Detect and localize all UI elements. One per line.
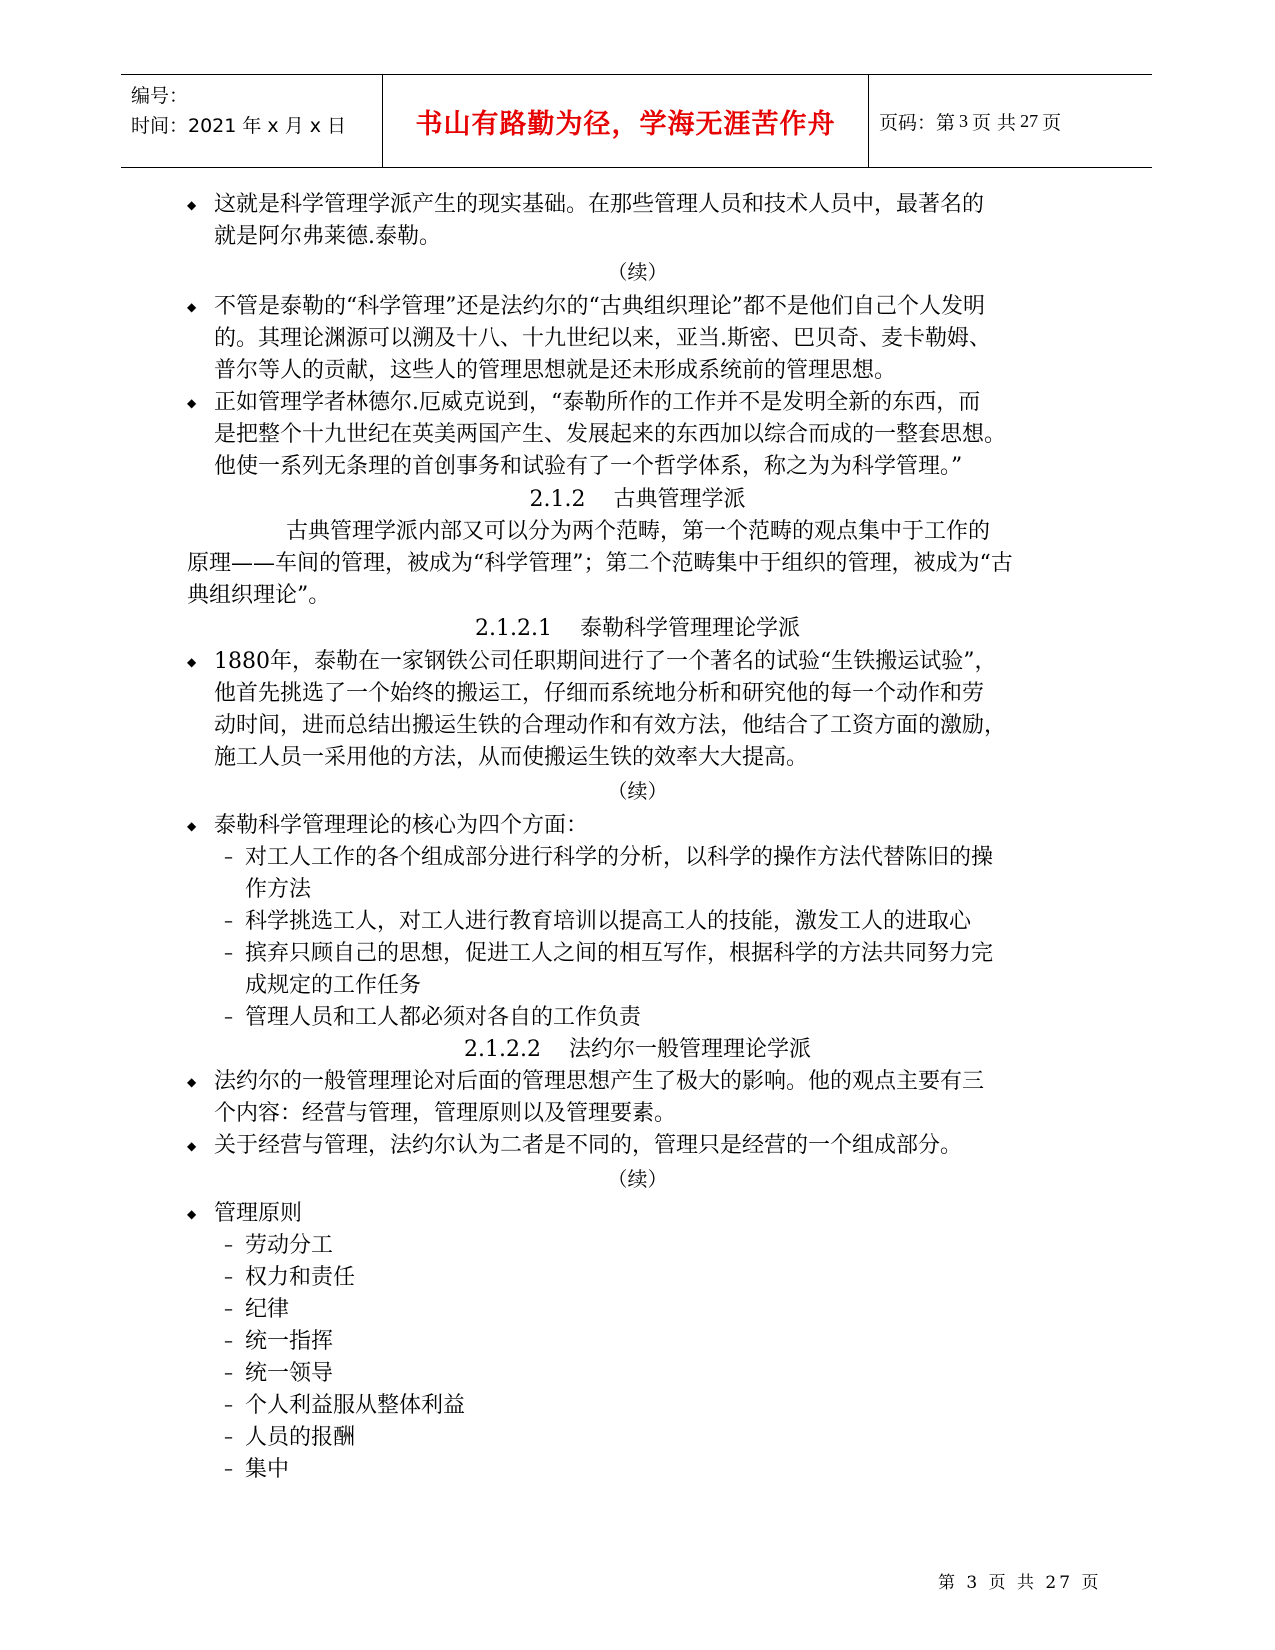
bullet-icon: ◆ bbox=[187, 655, 197, 669]
bullet-icon: ◆ bbox=[187, 198, 197, 212]
text-line: 正如管理学者林德尔.厄威克说到，“泰勒所作的工作并不是发明全新的东西，而 bbox=[214, 390, 981, 415]
paragraph-line: 原理——车间的管理，被成为“科学管理”；第二个范畴集中于组织的管理，被成为“古 bbox=[187, 551, 1013, 576]
text-line: 动时间，进而总结出搬运生铁的合理动作和有效方法，他结合了工资方面的激励， bbox=[214, 713, 1007, 738]
dash-icon: – bbox=[224, 1427, 233, 1448]
page-total: 27 bbox=[1020, 110, 1039, 131]
dash-icon: – bbox=[224, 1331, 233, 1352]
bullet-icon: ◆ bbox=[187, 819, 197, 833]
sub-item-line: 科学挑选工人，对工人进行教育培训以提高工人的技能，激发工人的进取心 bbox=[245, 909, 972, 934]
section-heading: 2.1.2.2 法约尔一般管理理论学派 bbox=[464, 1037, 811, 1062]
header-motto: 书山有路勤为径，学海无涯苦作舟 bbox=[383, 75, 869, 167]
text-line: 管理原则 bbox=[214, 1201, 303, 1226]
paragraph-line: 典组织理论”。 bbox=[187, 583, 331, 608]
sub-item-line: 统一指挥 bbox=[245, 1329, 334, 1354]
section-heading: 2.1.2.1 泰勒科学管理理论学派 bbox=[475, 616, 800, 641]
time-label: 时间：2021 年 x 月 x 日 bbox=[131, 115, 347, 137]
page-current: 3 bbox=[959, 110, 969, 131]
sub-item-line: 人员的报酬 bbox=[245, 1425, 356, 1450]
bullet-icon: ◆ bbox=[187, 396, 197, 410]
dash-icon: – bbox=[224, 1363, 233, 1384]
continued-label: （续） bbox=[607, 260, 668, 284]
text-line: 1880年，泰勒在一家钢铁公司任职期间进行了一个著名的试验“生铁搬运试验”， bbox=[214, 649, 997, 674]
page-prefix: 页码：第 bbox=[879, 111, 956, 134]
text-line: 不管是泰勒的“科学管理”还是法约尔的“古典组织理论”都不是他们自己个人发明 bbox=[214, 294, 985, 319]
text-line: 关于经营与管理，法约尔认为二者是不同的，管理只是经营的一个组成部分。 bbox=[214, 1133, 963, 1158]
dash-icon: – bbox=[224, 1267, 233, 1288]
page-mid: 页 共 bbox=[972, 111, 1017, 134]
sub-item-line: 统一领导 bbox=[245, 1361, 334, 1386]
header-page-info bbox=[869, 75, 1152, 167]
sub-item-line: 劳动分工 bbox=[245, 1233, 334, 1258]
text-line: 施工人员一采用他的方法，从而使搬运生铁的效率大大提高。 bbox=[214, 745, 809, 770]
page-footer: 第 3 页 共 27 页 bbox=[938, 1573, 1102, 1593]
bullet-icon: ◆ bbox=[187, 1139, 197, 1153]
dash-icon: – bbox=[224, 1395, 233, 1416]
dash-icon: – bbox=[224, 1459, 233, 1480]
text-line: 普尔等人的贡献，这些人的管理思想就是还未形成系统前的管理思想。 bbox=[214, 358, 897, 383]
bullet-icon: ◆ bbox=[187, 1207, 197, 1221]
text-line: 这就是科学管理学派产生的现实基础。在那些管理人员和技术人员中，最著名的 bbox=[214, 192, 985, 217]
bullet-icon: ◆ bbox=[187, 300, 197, 314]
page-header bbox=[121, 74, 1152, 168]
dash-icon: – bbox=[224, 911, 233, 932]
text-line: 法约尔的一般管理理论对后面的管理思想产生了极大的影响。他的观点主要有三 bbox=[214, 1069, 985, 1094]
number-label: 编号： bbox=[131, 85, 189, 107]
header-meta bbox=[121, 75, 383, 167]
text-line: 是把整个十九世纪在英美两国产生、发展起来的东西加以综合而成的一整套思想。 bbox=[214, 422, 1007, 447]
sub-item-line: 管理人员和工人都必须对各自的工作负责 bbox=[245, 1005, 642, 1030]
sub-item-line: 对工人工作的各个组成部分进行科学的分析，以科学的操作方法代替陈旧的操 bbox=[245, 845, 994, 870]
continued-label: （续） bbox=[607, 1167, 668, 1191]
dash-icon: – bbox=[224, 943, 233, 964]
section-heading: 2.1.2 古典管理学派 bbox=[529, 487, 746, 512]
sub-item-line: 纪律 bbox=[245, 1297, 290, 1322]
dash-icon: – bbox=[224, 1235, 233, 1256]
page-suffix: 页 bbox=[1042, 111, 1062, 134]
text-line: 就是阿尔弗莱德.泰勒。 bbox=[214, 224, 441, 249]
dash-icon: – bbox=[224, 1007, 233, 1028]
sub-item-line: 集中 bbox=[245, 1457, 290, 1482]
dash-icon: – bbox=[224, 1299, 233, 1320]
text-line: 泰勒科学管理理论的核心为四个方面： bbox=[214, 813, 589, 838]
text-line: 他使一系列无条理的首创事务和试验有了一个哲学体系，称之为为科学管理。” bbox=[214, 454, 963, 479]
sub-item-line: 作方法 bbox=[245, 877, 312, 902]
sub-item-line: 摈弃只顾自己的思想，促进工人之间的相互写作，根据科学的方法共同努力完 bbox=[245, 941, 994, 966]
sub-item-line: 权力和责任 bbox=[245, 1265, 356, 1290]
sub-item-line: 成规定的工作任务 bbox=[245, 973, 422, 998]
dash-icon: – bbox=[224, 847, 233, 868]
continued-label: （续） bbox=[607, 779, 668, 803]
text-line: 的。其理论渊源可以溯及十八、十九世纪以来，亚当.斯密、巴贝奇、麦卡勒姆、 bbox=[214, 326, 991, 351]
sub-item-line: 个人利益服从整体利益 bbox=[245, 1393, 466, 1418]
text-line: 他首先挑选了一个始终的搬运工，仔细而系统地分析和研究他的每一个动作和劳 bbox=[214, 681, 985, 706]
bullet-icon: ◆ bbox=[187, 1075, 197, 1089]
text-line: 个内容：经营与管理，管理原则以及管理要素。 bbox=[214, 1101, 677, 1126]
paragraph-line: 古典管理学派内部又可以分为两个范畴，第一个范畴的观点集中于工作的 bbox=[286, 519, 991, 544]
